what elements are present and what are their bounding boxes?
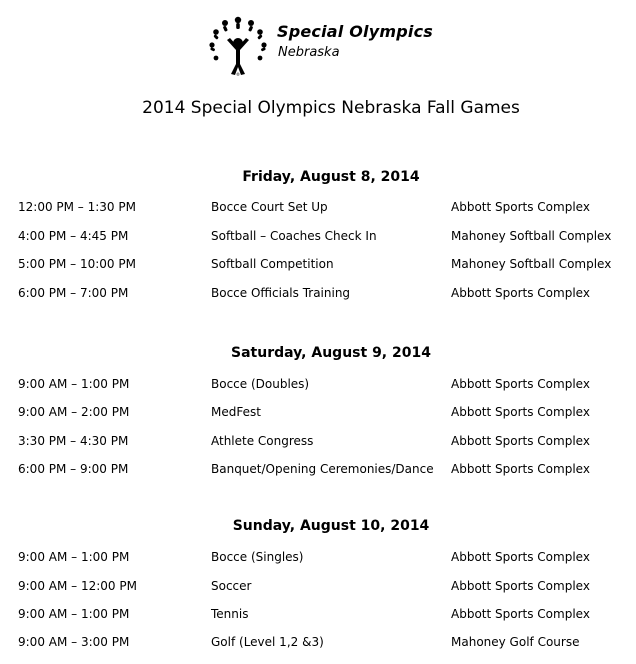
event-time: 6:00 PM – 9:00 PM [18, 462, 129, 476]
event-location: Abbott Sports Complex [451, 405, 590, 419]
day-heading-sunday: Sunday, August 10, 2014 [232, 518, 430, 534]
schedule-row [0, 462, 636, 480]
logo-wordmark: Special Olympics [277, 22, 433, 41]
event-time: 9:00 AM – 12:00 PM [18, 579, 137, 593]
event-name: Athlete Congress [211, 434, 314, 448]
event-time: 9:00 AM – 1:00 PM [18, 550, 130, 564]
event-time: 12:00 PM – 1:30 PM [18, 200, 136, 214]
event-location: Abbott Sports Complex [451, 579, 590, 593]
event-name: Softball – Coaches Check In [211, 229, 377, 243]
schedule-row [0, 607, 636, 625]
event-name: Bocce Court Set Up [211, 200, 328, 214]
logo-region: Nebraska [278, 45, 340, 60]
day-heading-friday: Friday, August 8, 2014 [242, 169, 420, 185]
page-title: 2014 Special Olympics Nebraska Fall Games [142, 98, 520, 118]
schedule-row [0, 229, 636, 247]
event-time: 5:00 PM – 10:00 PM [18, 257, 136, 271]
event-name: Bocce Officials Training [211, 286, 351, 300]
schedule-row [0, 257, 636, 275]
schedule-row [0, 200, 636, 218]
day-heading-saturday: Saturday, August 9, 2014 [231, 345, 431, 361]
event-name: Banquet/Opening Ceremonies/Dance [211, 462, 434, 476]
event-time: 9:00 AM – 2:00 PM [18, 405, 130, 419]
event-time: 6:00 PM – 7:00 PM [18, 286, 129, 300]
event-name: Softball Competition [211, 257, 334, 271]
schedule-row [0, 434, 636, 452]
schedule-row [0, 550, 636, 568]
event-location: Mahoney Golf Course [451, 635, 580, 649]
event-name: Bocce (Doubles) [211, 377, 310, 391]
event-time: 9:00 AM – 3:00 PM [18, 635, 130, 649]
schedule-row [0, 635, 636, 653]
event-location: Abbott Sports Complex [451, 607, 590, 621]
event-time: 4:00 PM – 4:45 PM [18, 229, 129, 243]
event-location: Abbott Sports Complex [451, 200, 590, 214]
event-time: 9:00 AM – 1:00 PM [18, 377, 130, 391]
event-name: Soccer [211, 579, 252, 593]
event-name: Tennis [211, 607, 249, 621]
schedule-row [0, 579, 636, 597]
event-location: Abbott Sports Complex [451, 462, 590, 476]
schedule-row [0, 377, 636, 395]
event-location: Abbott Sports Complex [451, 434, 590, 448]
event-time: 9:00 AM – 1:00 PM [18, 607, 130, 621]
schedule-row [0, 286, 636, 304]
svg-text:®: ® [236, 72, 240, 77]
special-olympics-logo [205, 12, 465, 80]
schedule-row [0, 405, 636, 423]
event-name: MedFest [211, 405, 261, 419]
event-location: Abbott Sports Complex [451, 286, 590, 300]
event-name: Golf (Level 1,2 &3) [211, 635, 324, 649]
event-location: Abbott Sports Complex [451, 550, 590, 564]
event-name: Bocce (Singles) [211, 550, 304, 564]
special-olympics-emblem-icon [205, 12, 271, 78]
event-location: Mahoney Softball Complex [451, 229, 612, 243]
event-time: 3:30 PM – 4:30 PM [18, 434, 129, 448]
event-location: Mahoney Softball Complex [451, 257, 612, 271]
event-location: Abbott Sports Complex [451, 377, 590, 391]
